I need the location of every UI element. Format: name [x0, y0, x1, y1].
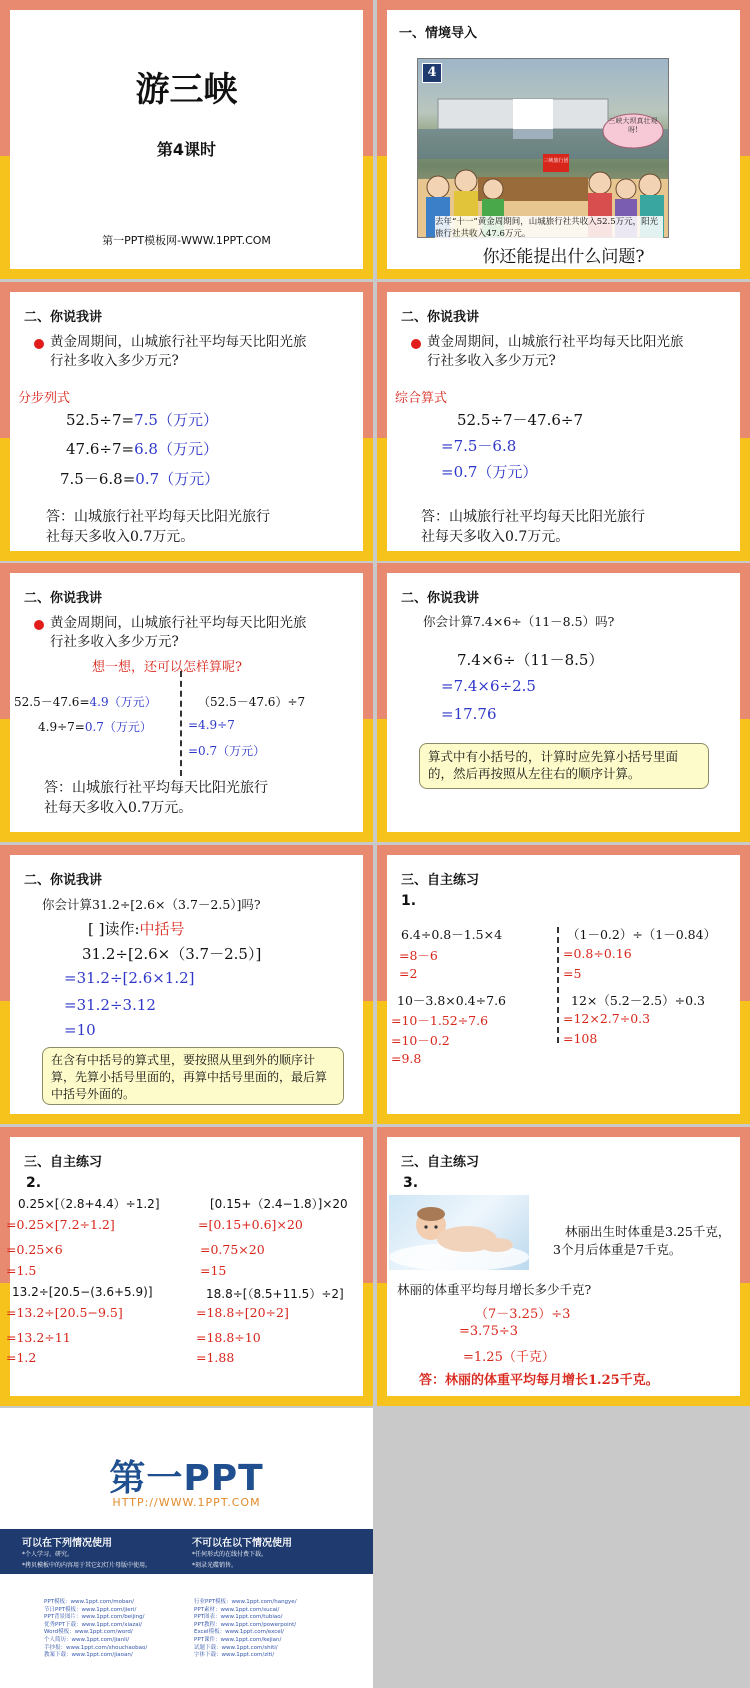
question-line-1: 黄金周期间，山城旅行社平均每天比阳光旅	[427, 334, 684, 350]
problem-a: 0.25×[（2.8+4.4）÷1.2]	[18, 1197, 160, 1211]
forbidden-title: 不可以在以下情况使用	[192, 1538, 292, 1549]
question-line-2: 行社多收入多少万元?	[50, 634, 179, 650]
resource-link[interactable]: PPT背景图片：www.1ppt.com/beijing/	[44, 1614, 145, 1621]
equation-text: 47.6÷7=	[66, 440, 135, 458]
question-text: 你会计算7.4×6÷（11－8.5）吗?	[423, 614, 615, 629]
resource-link[interactable]: Excel模板：www.1ppt.com/excel/	[194, 1629, 285, 1636]
problem-text-1: 林丽出生时体重是3.25千克，	[565, 1224, 731, 1239]
forbidden-item-2: *刻录光碟销售。	[192, 1562, 238, 1569]
slide-10-practice-3[interactable]	[377, 1127, 750, 1406]
dam-scene	[418, 59, 668, 237]
section-heading: 三、自主练习	[24, 1155, 103, 1170]
answer-line-2: 社每天多收入0.7万元。	[44, 800, 193, 816]
slide-9-practice-2[interactable]	[0, 1127, 373, 1406]
problem-d-step-3: =1.88	[196, 1350, 235, 1365]
problem-d: 12×（5.2－2.5）÷0.3	[571, 993, 705, 1008]
lesson-subtitle: 第4课时	[156, 140, 217, 159]
rule-note: 在含有中括号的算式里，要按照从里到外的顺序计算，先算小括号里面的，再算中括号里面的，最后算中括号外面的。	[42, 1047, 344, 1105]
problem-d-step-2: =108	[563, 1031, 598, 1046]
divider-dashed	[557, 927, 559, 1043]
section-heading: 三、自主练习	[401, 1155, 480, 1170]
problem-b-step-2: =0.75×20	[200, 1242, 265, 1257]
problem-b: （1－0.2）÷（1－0.84）	[567, 927, 717, 942]
equation-text: 52.5÷7=	[66, 411, 135, 429]
right-equation: （52.5－47.6）÷7	[198, 695, 306, 709]
expression: 31.2÷[2.6×（3.7－2.5）]	[82, 945, 262, 963]
equation-result: 0.7（万元）	[135, 470, 220, 488]
dam-illustration	[417, 58, 669, 238]
allowed-item-2: *拷贝模板中的内容用于其它幻灯片母版中使用。	[22, 1562, 152, 1569]
lesson-title: 游三峡	[135, 70, 238, 110]
bullet-dot	[34, 339, 44, 349]
problem-c-step-1: =10－1.52÷7.6	[391, 1013, 489, 1028]
expression-step-3: =10	[64, 1021, 96, 1039]
problem-a-step-2: =0.25×6	[6, 1242, 63, 1257]
site-footer: 第一PPT模板网-WWW.1PPT.COM	[102, 234, 271, 247]
allowed-title: 可以在下列情况使用	[22, 1538, 112, 1549]
equation-result: 4.9（万元）	[89, 695, 157, 709]
slide-7-brackets[interactable]	[0, 845, 373, 1124]
resource-links-left	[44, 1599, 147, 1660]
question-line-2: 行社多收入多少万元?	[50, 353, 179, 369]
problem-c-step-3: =1.2	[6, 1350, 37, 1365]
bullet-dot	[411, 339, 421, 349]
section-heading: 一、情境导入	[399, 26, 478, 41]
problem-a-step-1: =0.25×[7.2÷1.2]	[6, 1217, 115, 1232]
problem-b-step-2: =5	[563, 966, 582, 981]
problem-d-step-1: =12×2.7÷0.3	[563, 1011, 651, 1026]
divider-dashed	[180, 671, 182, 776]
resource-link[interactable]: 教案下载：www.1ppt.com/jiaoan/	[44, 1652, 133, 1659]
exercise-number: 1.	[401, 893, 417, 909]
expression: 7.4×6÷（11－8.5）	[457, 651, 604, 669]
slide-4-combined-method[interactable]	[377, 282, 750, 561]
slide-11-ppt-credits[interactable]	[0, 1408, 373, 1688]
prompt-question: 你还能提出什么问题?	[482, 247, 645, 267]
problem-question: 林丽的体重平均每月增长多少千克?	[397, 1282, 592, 1297]
answer-line-1: 答：山城旅行社平均每天比阳光旅行	[44, 780, 268, 796]
slide-6-parentheses[interactable]	[377, 563, 750, 842]
rule-note: 算式中有小括号的，计算时应先算小括号里面的，然后再按照从左往右的顺序计算。	[419, 743, 709, 789]
equation-result: 7.5（万元）	[134, 411, 218, 429]
solution-step-1: =3.75÷3	[459, 1324, 519, 1339]
bracket-symbol-label: [ ]读作:	[88, 920, 140, 938]
question-line-2: 行社多收入多少万元?	[427, 353, 556, 369]
problem-b-step-1: =[0.15+0.6]×20	[198, 1217, 303, 1232]
combined-step-2: =0.7（万元）	[441, 463, 538, 481]
answer-line-2: 社每天多收入0.7万元。	[421, 529, 570, 545]
resource-link[interactable]: PPT素材：www.1ppt.com/sucai/	[194, 1606, 280, 1613]
expression-step-1: =7.4×6÷2.5	[441, 677, 536, 695]
question-line-1: 黄金周期间，山城旅行社平均每天比阳光旅	[50, 615, 307, 631]
bracket-name: 中括号	[139, 920, 185, 938]
question-line-1: 黄金周期间，山城旅行社平均每天比阳光旅	[50, 334, 307, 350]
problem-d-step-2: =18.8÷10	[196, 1330, 261, 1345]
left-step-1	[14, 693, 157, 710]
solution-expression: （7－3.25）÷3	[475, 1307, 571, 1322]
step-equation-1	[66, 409, 218, 430]
slide-2-intro[interactable]	[377, 0, 750, 279]
answer-line-1: 答：山城旅行社平均每天比阳光旅行	[46, 509, 270, 525]
resource-link[interactable]: 手抄报：www.1ppt.com/shouchaobao/	[44, 1644, 148, 1651]
problem-a-step-3: =1.5	[6, 1263, 37, 1278]
resource-link[interactable]: PPT课件：www.1ppt.com/kejian/	[194, 1636, 282, 1643]
equation-text: 4.9÷7=	[38, 720, 85, 734]
problem-c-step-1: =13.2÷[20.5−9.5]	[6, 1305, 123, 1320]
problem-b-step-3: =15	[200, 1263, 227, 1278]
resource-link[interactable]: 行业PPT模板：www.1ppt.com/hangye/	[194, 1599, 297, 1605]
exercise-number: 3.	[403, 1175, 419, 1191]
problem-c: 13.2÷[20.5−(3.6+5.9)]	[12, 1285, 153, 1299]
method-label: 综合算式	[395, 391, 448, 406]
slide-3-step-method[interactable]	[0, 282, 373, 561]
equation-result: 6.8（万元）	[134, 440, 218, 458]
step-equation-3	[60, 468, 219, 489]
solution-step-2: =1.25（千克）	[463, 1350, 555, 1365]
resource-link[interactable]: 优秀PPT下载：www.1ppt.com/xiazai/	[44, 1621, 143, 1628]
problem-b-step-1: =0.8÷0.16	[563, 946, 632, 961]
resource-link[interactable]: 节日PPT模板：www.1ppt.com/jieri/	[44, 1606, 137, 1613]
combined-step-1: =7.5－6.8	[441, 437, 517, 455]
usage-terms-band	[0, 1529, 373, 1574]
method-label: 分步列式	[18, 391, 71, 406]
expression-step-2: =17.76	[441, 705, 497, 723]
resource-links-right	[194, 1599, 297, 1660]
problem-d: 18.8÷[（8.5+11.5）÷2]	[206, 1287, 344, 1301]
problem-d-step-1: =18.8÷[20÷2]	[196, 1305, 289, 1320]
resource-link[interactable]: 个人简历：www.1ppt.com/jianli/	[44, 1636, 130, 1643]
slide-5-alternative-method[interactable]	[0, 563, 373, 842]
section-heading: 三、自主练习	[401, 873, 480, 888]
expression-step-1: =31.2÷[2.6×1.2]	[64, 969, 195, 987]
picture-number-badge: 4	[422, 63, 442, 83]
forbidden-item-1: *任何形式的在线付费下载。	[192, 1551, 268, 1558]
exercise-number: 2.	[26, 1175, 42, 1191]
question-text: 你会计算31.2÷[2.6×（3.7－2.5）]吗?	[42, 897, 261, 912]
section-heading: 二、你说我讲	[24, 591, 103, 606]
problem-c-step-3: =9.8	[391, 1051, 422, 1066]
tour-flag-text: 三峡旅行团	[543, 158, 569, 164]
problem-b: [0.15+（2.4−1.8）]×20	[210, 1197, 348, 1211]
slide-8-practice-1[interactable]	[377, 845, 750, 1124]
allowed-item-1: *个人学习、研究。	[22, 1551, 74, 1558]
section-heading: 二、你说我讲	[401, 310, 480, 325]
bullet-dot	[34, 620, 44, 630]
equation-text: 52.5－47.6=	[14, 695, 90, 709]
problem-a-step-2: =2	[399, 966, 418, 981]
baby-figure	[389, 1195, 529, 1270]
resource-link[interactable]: Word模板：www.1ppt.com/word/	[44, 1629, 133, 1636]
section-heading: 二、你说我讲	[401, 591, 480, 606]
answer-line-2: 社每天多收入0.7万元。	[46, 529, 195, 545]
resource-link[interactable]: 字体下载：www.1ppt.com/ziti/	[194, 1652, 275, 1659]
baby-photo	[389, 1195, 529, 1270]
resource-link[interactable]: PPT模板：www.1ppt.com/moban/	[44, 1599, 135, 1605]
step-equation-2	[66, 438, 218, 459]
left-step-2	[38, 718, 152, 735]
problem-a: 6.4÷0.8－1.5×4	[401, 927, 503, 942]
section-heading: 二、你说我讲	[24, 310, 103, 325]
problem-c-step-2: =10－0.2	[391, 1033, 450, 1048]
speech-bubble-text: 三峡大坝真壮观呀!	[608, 117, 658, 134]
combined-equation: 52.5÷7－47.6÷7	[457, 411, 584, 429]
resource-link[interactable]: PPT教程：www.1ppt.com/powerpoint/	[194, 1621, 297, 1628]
problem-a-step-1: =8－6	[399, 948, 438, 963]
answer-text: 答：林丽的体重平均每月增长1.25千克。	[419, 1373, 659, 1388]
right-step-2: =0.7（万元）	[188, 744, 266, 758]
brand-url[interactable]: HTTP://WWW.1PPT.COM	[112, 1496, 261, 1509]
right-step-1: =4.9÷7	[188, 718, 235, 732]
brand-logo: 第一PPT	[109, 1458, 264, 1499]
problem-c-step-2: =13.2÷11	[6, 1330, 71, 1345]
expression-step-2: =31.2÷3.12	[64, 996, 156, 1014]
answer-line-1: 答：山城旅行社平均每天比阳光旅行	[421, 509, 645, 525]
equation-result: 0.7（万元）	[84, 720, 152, 734]
resource-link[interactable]: 试题下载：www.1ppt.com/shiti/	[194, 1644, 278, 1651]
equation-text: 7.5－6.8=	[60, 470, 136, 488]
slide-1-title[interactable]	[0, 0, 373, 279]
resource-link[interactable]: PPT图表：www.1ppt.com/tubiao/	[194, 1614, 283, 1621]
bracket-reading	[88, 918, 185, 939]
problem-text-2: 3个月后体重是7千克。	[553, 1242, 682, 1257]
problem-c: 10－3.8×0.4÷7.6	[397, 993, 506, 1008]
section-heading: 二、你说我讲	[24, 873, 103, 888]
scene-caption: 去年“十一”黄金周期间，山城旅行社共收入52.5万元，阳光旅行社共收入47.6万元。	[435, 216, 663, 240]
think-prompt: 想一想，还可以怎样算呢?	[92, 660, 242, 675]
